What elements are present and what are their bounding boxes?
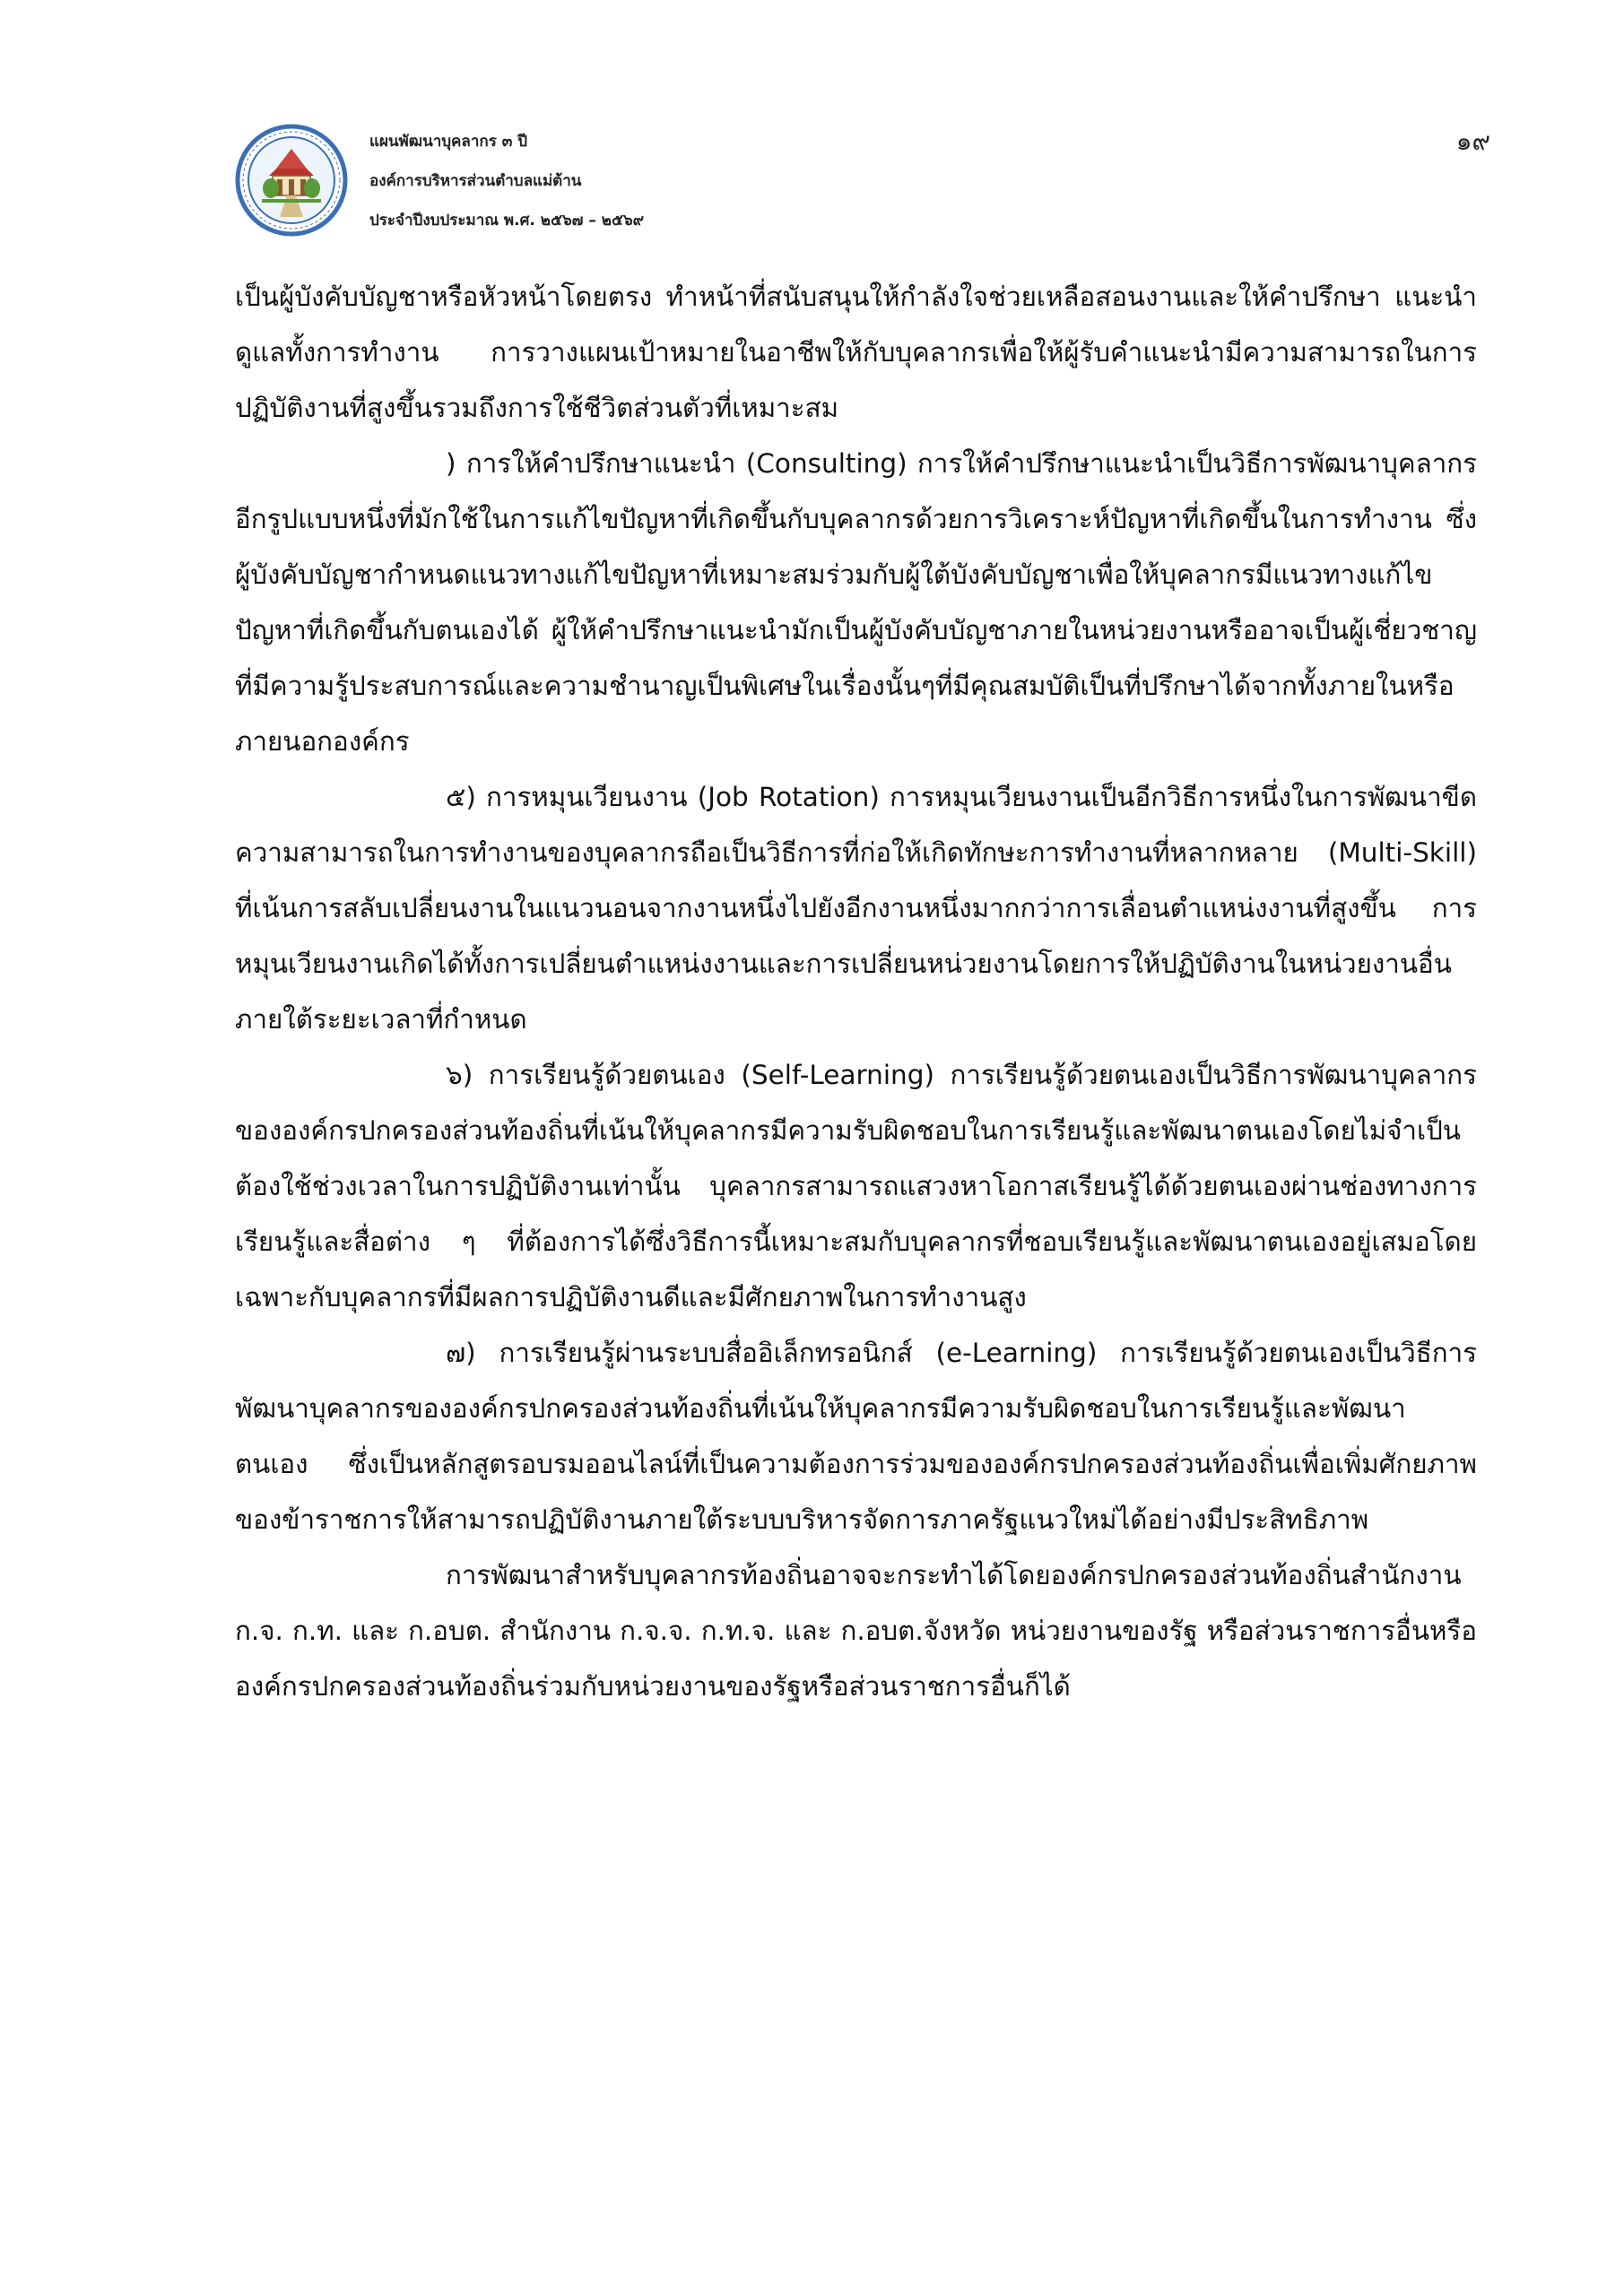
page-header — [235, 115, 1490, 249]
header-text — [369, 122, 644, 240]
header-document-title: แผนพัฒนาบุคลากร ๓ ปี — [369, 133, 528, 151]
header-organization: องค์การบริหารส่วนตำบลแม่ต้าน — [369, 172, 582, 190]
paragraph: ๕) การหมุนเวียนงาน (Job Rotation) การหมุนเวียนงานเป็นอีกวิธีการหนึ่งในการพัฒนาขีดความสามารถในการทำงานของบุคลากรถือเป็นวิธีการที่ก่อให้เกิดทักษะการทำงานที่หลากหลาย (Multi-Skill) ที่เน้นการสลับเปลี่ยนงานในแนวนอนจากงานหนึ่งไปยังอีกงานหนึ่งมากกว่าการเลื่อนตำแหน่งงานที่สูงขึ้น การหมุนเวียนงานเกิดได้ทั้งการเปลี่ยนตำแหน่งงานและการเปลี่ยนหน่วยงานโดยการให้ปฏิบัติงานในหน่วยงานอื่นภายใต้ระยะเวลาที่กำหนด — [235, 782, 1477, 1035]
paragraph: การพัฒนาสำหรับบุคลากรท้องถิ่นอาจจะกระทำได้โดยองค์กรปกครองส่วนท้องถิ่นสำนักงาน ก.จ. ก.ท. และ ก.อบต. สำนักงาน ก.จ.จ. ก.ท.จ. และ ก.อบต.จังหวัด หน่วยงานของรัฐ หรือส่วนราชการอื่นหรือองค์กรปกครองส่วนท้องถิ่นร่วมกับหน่วยงานของรัฐหรือส่วนราชการอื่นก็ได้ — [235, 1560, 1477, 1702]
org-seal-icon — [235, 124, 348, 237]
paragraph: ๖) การเรียนรู้ด้วยตนเอง (Self-Learning) การเรียนรู้ด้วยตนเองเป็นวิธีการพัฒนาบุคลากรขององค์กรปกครองส่วนท้องถิ่นที่เน้นให้บุคลากรมีความรับผิดชอบในการเรียนรู้และพัฒนาตนเองโดยไม่จำเป็นต้องใช้ช่วงเวลาในการปฏิบัติงานเท่านั้น บุคลากรสามารถแสวงหาโอกาสเรียนรู้ได้ด้วยตนเองผ่านช่องทางการเรียนรู้และสื่อต่าง ๆ ที่ต้องการได้ซึ่งวิธีการนี้เหมาะสมกับบุคลากรที่ชอบเรียนรู้และพัฒนาตนเองอยู่เสมอโดยเฉพาะกับบุคลากรที่มีผลการปฏิบัติงานดีและมีศักยภาพในการทำงานสูง — [235, 1060, 1477, 1313]
header-fiscal-year: ประจำปีงบประมาณ พ.ศ. ๒๕๖๗ – ๒๕๖๙ — [369, 212, 645, 230]
paragraph: ) การให้คำปรึกษาแนะนำ (Consulting) การให้คำปรึกษาแนะนำเป็นวิธีการพัฒนาบุคลากรอีกรูปแบบหนึ่งที่มักใช้ในการแก้ไขปัญหาที่เกิดขึ้นกับบุคลากรด้วยการวิเคราะห์ปัญหาที่เกิดขึ้นในการทำงาน ซึ่งผู้บังคับบัญชากำหนดแนวทางแก้ไขปัญหาที่เหมาะสมร่วมกับผู้ใต้บังคับบัญชาเพื่อให้บุคลากรมีแนวทางแก้ไขปัญหาที่เกิดขึ้นกับตนเองได้ ผู้ให้คำปรึกษาแนะนำมักเป็นผู้บังคับบัญชาภายในหน่วยงานหรืออาจเป็นผู้เชี่ยวชาญที่มีความรู้ประสบการณ์และความชำนาญเป็นพิเศษในเรื่องนั้นๆที่มีคุณสมบัติเป็นที่ปรึกษาได้จากทั้งภายในหรือภายนอกองค์กร — [235, 448, 1477, 757]
paragraph: ๗) การเรียนรู้ผ่านระบบสื่ออิเล็กทรอนิกส์ (e-Learning) การเรียนรู้ด้วยตนเองเป็นวิธีการพัฒนาบุคลากรขององค์กรปกครองส่วนท้องถิ่นที่เน้นให้บุคลากรมีความรับผิดชอบในการเรียนรู้และพัฒนาตนเอง ซึ่งเป็นหลักสูตรอบรมออนไลน์ที่เป็นความต้องการร่วมขององค์กรปกครองส่วนท้องถิ่นเพื่อเพิ่มศักยภาพของข้าราชการให้สามารถปฏิบัติงานภายใต้ระบบบริหารจัดการภาครัฐแนวใหม่ได้อย่างมีประสิทธิภาพ — [235, 1338, 1477, 1535]
page-number: ๑๙ — [1455, 126, 1490, 156]
document-body — [235, 269, 1477, 1714]
paragraph: เป็นผู้บังคับบัญชาหรือหัวหน้าโดยตรง ทำหน้าที่สนับสนุนให้กำลังใจช่วยเหลือสอนงานและให้คำปรึกษา แนะนำดูแลทั้งการทำงาน การวางแผนเป้าหมายในอาชีพให้กับบุคลากรเพื่อให้ผู้รับคำแนะนำมีความสามารถในการปฏิบัติงานที่สูงขึ้นรวมถึงการใช้ชีวิตส่วนตัวที่เหมาะสม — [235, 282, 1477, 423]
